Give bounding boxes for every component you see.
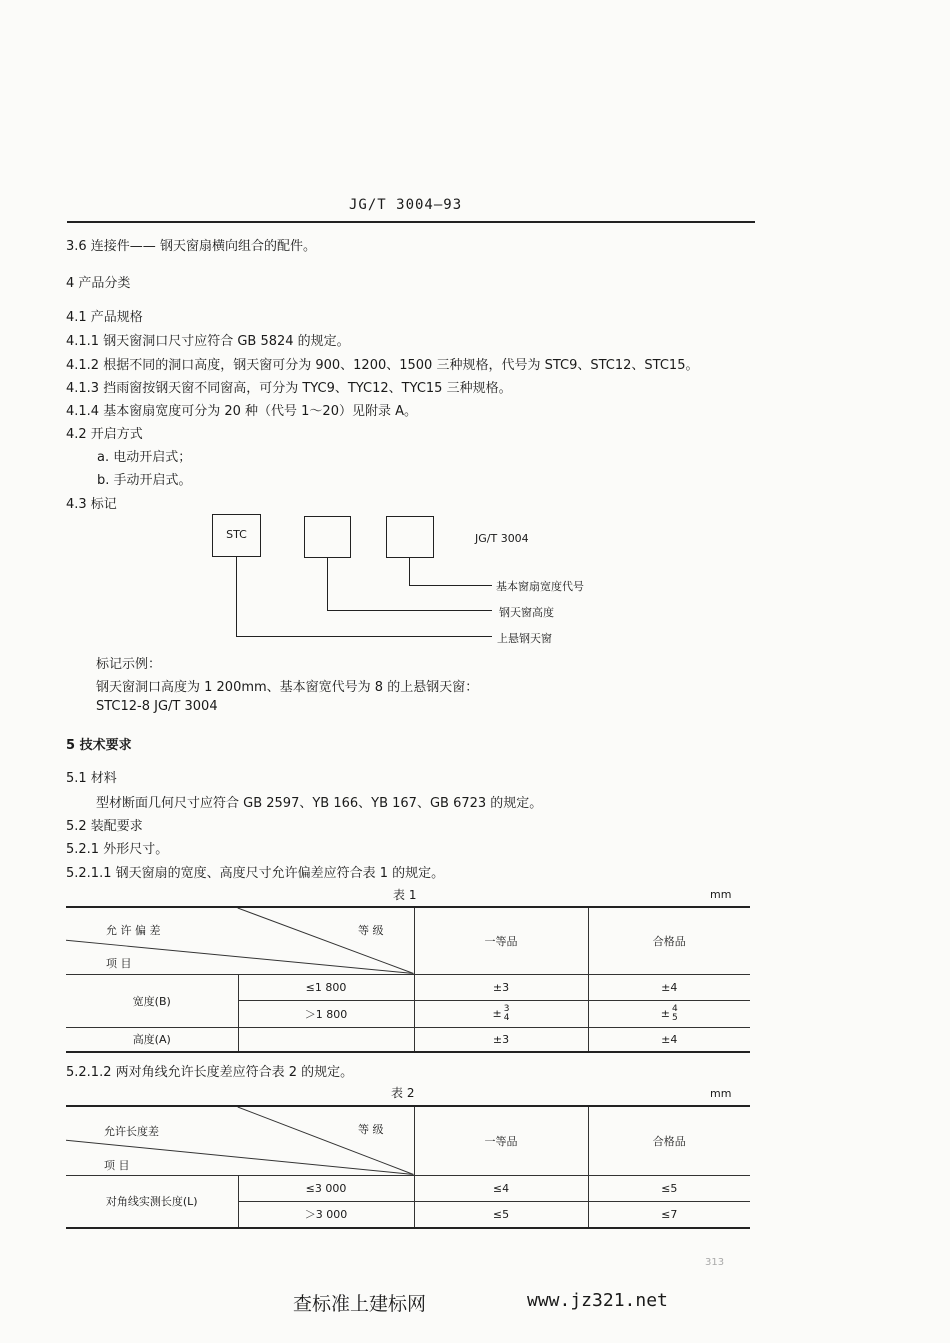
footer-url[interactable]: www.jz321.net [527, 1290, 668, 1311]
table2-unit: mm [710, 1087, 732, 1100]
table2-col-first-class: 一等品 [414, 1106, 588, 1175]
table2-r2-v1: ≤5 [414, 1201, 588, 1228]
section-4-2-b: b. 手动开启式。 [97, 473, 192, 488]
table1-r3-v2: ±4 [588, 1027, 750, 1052]
example-description: 钢天窗洞口高度为 1 200mm、基本窗宽代号为 8 的上悬钢天窗： [96, 680, 479, 695]
diagram-leader-2v [327, 557, 328, 611]
table2-head-item: 项 目 [104, 1159, 130, 1172]
table2-caption: 表 2 [391, 1086, 415, 1100]
table2-row-diagonal: 对角线实测长度(L) [66, 1175, 238, 1228]
section-3-6: 3.6 连接件—— 钢天窗扇横向组合的配件。 [66, 239, 316, 254]
diagram-box-height [304, 516, 351, 558]
table2-head-tolerance: 允许长度差 [104, 1125, 159, 1138]
table1-r2-v1-pm: ± [492, 1006, 502, 1020]
table1-head-tolerance: 允 许 偏 差 [106, 924, 161, 937]
section-5-2-1: 5.2.1 外形尺寸。 [66, 842, 169, 857]
table2-diagonal-head [66, 1106, 414, 1175]
table2-col-qualified: 合格品 [588, 1106, 750, 1175]
diagram-leader-2h [327, 610, 492, 611]
diagram-box-stc [212, 514, 261, 557]
diagram-label-height: 钢天窗高度 [499, 606, 554, 619]
table2-r1-v1: ≤4 [414, 1175, 588, 1201]
table1-r2-v2-top: 4 [671, 1003, 678, 1014]
diagram-leader-3v [236, 556, 237, 637]
footer-site-name: 查标准上建标网 [293, 1293, 427, 1315]
table2-head-grade: 等 级 [358, 1123, 384, 1136]
section-4-1-1: 4.1.1 钢天窗洞口尺寸应符合 GB 5824 的规定。 [66, 334, 350, 349]
section-5-1: 5.1 材料 [66, 771, 117, 786]
example-code: STC12-8 JG/T 3004 [96, 699, 218, 714]
section-5-2: 5.2 装配要求 [66, 819, 143, 834]
example-title: 标记示例： [96, 657, 162, 672]
table2-r1-v2: ≤5 [588, 1175, 750, 1201]
table1-unit: mm [710, 888, 732, 901]
table1-caption: 表 1 [393, 888, 417, 902]
section-5-heading: 5 技术要求 [66, 738, 132, 753]
table1-r1-v2: ±4 [588, 974, 750, 1000]
section-4-1-3: 4.1.3 挡雨窗按钢天窗不同窗高，可分为 TYC9、TYC12、TYC15 三种规格。 [66, 381, 512, 396]
table1-col-first-class: 一等品 [414, 907, 588, 974]
table1-row-width: 宽度(B) [66, 974, 238, 1027]
table2-r1-cond: ≤3 000 [238, 1175, 414, 1201]
table1-head-grade: 等 级 [358, 924, 384, 937]
table1-r2-cond: ＞1 800 [238, 1000, 414, 1027]
table1-row-height: 高度(A) [66, 1027, 238, 1052]
diagram-label-type: 上悬钢天窗 [497, 632, 552, 645]
section-4-1-4: 4.1.4 基本窗扇宽度可分为 20 种（代号 1～20）见附录 A。 [66, 404, 417, 419]
table1-r1-v1: ±3 [414, 974, 588, 1000]
section-4-3: 4.3 标记 [66, 497, 117, 512]
document-code: JG/T 3004—93 [349, 197, 463, 213]
table1-r2-v2-bot: 5 [671, 1012, 678, 1023]
section-5-2-1-2: 5.2.1.2 两对角线允许长度差应符合表 2 的规定。 [66, 1065, 354, 1080]
section-4-1-2: 4.1.2 根据不同的洞口高度，钢天窗可分为 900、1200、1500 三种规格，代号为 STC9、STC12、STC15。 [66, 358, 699, 373]
section-4-2-a: a. 电动开启式； [97, 450, 192, 465]
table1-r2-v2-pm: ± [660, 1006, 670, 1020]
table1-r3-cond [238, 1027, 414, 1052]
table2-r2-cond: ＞3 000 [238, 1201, 414, 1228]
diagram-box-stc-label: STC [226, 528, 247, 541]
section-4-1: 4.1 产品规格 [66, 310, 143, 325]
header-rule [67, 221, 755, 223]
diagram-leader-3h [236, 636, 492, 637]
table2-r2-v2: ≤7 [588, 1201, 750, 1228]
section-4-heading: 4 产品分类 [66, 276, 131, 291]
table1-r2-v2 [588, 1000, 750, 1027]
table1-col-qualified: 合格品 [588, 907, 750, 974]
table1-r3-v1: ±3 [414, 1027, 588, 1052]
diagram-label-width-code: 基本窗扇宽度代号 [496, 580, 584, 593]
table1-diagonal-head [66, 907, 414, 974]
page-number: 313 [705, 1257, 725, 1268]
table1-r1-cond: ≤1 800 [238, 974, 414, 1000]
table1-r2-v1-bot: 4 [503, 1012, 510, 1023]
diagram-standard: JG/T 3004 [475, 532, 529, 545]
table1 [66, 906, 750, 1053]
section-5-2-1-1: 5.2.1.1 钢天窗扇的宽度、高度尺寸允许偏差应符合表 1 的规定。 [66, 866, 445, 881]
diagram-box-width-code [386, 516, 434, 558]
table2 [66, 1105, 750, 1229]
section-5-1-text: 型材断面几何尺寸应符合 GB 2597、YB 166、YB 167、GB 6723 的规定。 [96, 796, 543, 811]
table1-head-item: 项 目 [106, 957, 132, 970]
diagram-leader-1h [409, 585, 492, 586]
diagram-leader-1v [409, 557, 410, 586]
section-4-2: 4.2 开启方式 [66, 427, 143, 442]
table1-r2-v1-top: 3 [503, 1003, 510, 1014]
table1-r2-v1 [414, 1000, 588, 1027]
